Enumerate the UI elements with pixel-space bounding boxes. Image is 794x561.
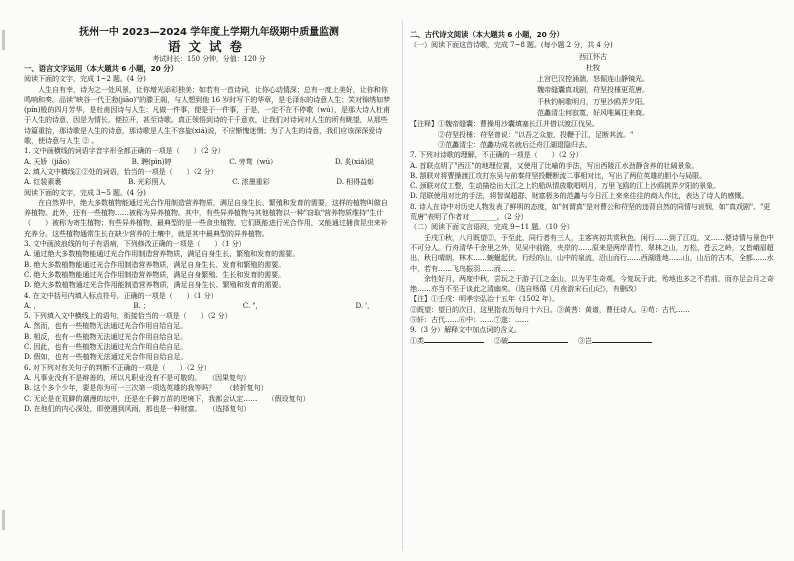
text-line: ③范蠡清尘：范蠡功成名就后泛舟江湖退隐归去。 xyxy=(410,139,592,149)
exam-title: 抚州一中 2023—2024 学年度上学期九年级期中质量监测 xyxy=(79,27,339,38)
option-row xyxy=(24,157,394,167)
text-line: A. 然而，也有一些植物无法通过光合作用自给自足。 xyxy=(24,321,188,331)
question-stem: 6. 对下列对有关句子的判断不正确的一项是（ ）（2 分） xyxy=(24,362,211,372)
right-body xyxy=(410,30,776,346)
option-row xyxy=(24,177,394,187)
text-line: A. 凡事业没有不是辩善的，所以凡职业没有不是可敬的。 （因果复句） xyxy=(24,372,251,382)
blank-row xyxy=(410,336,776,346)
text-line: C. 因此，也有一些植物无法通过光合作用自给自足。 xyxy=(24,342,188,352)
passage-paragraph: 余性好月，两度中秋，尝玩之于游子江之金山，以为平生奇观。今复玩于此，殆地也多之不若前，而亦足会月之奇绝……亦当不至于谈此之清幽矣。（选自杨循《月夜游宋石山记》，有删改） xyxy=(410,273,774,294)
answer-option: A. 天娇（jiǎo） xyxy=(24,156,74,166)
exam-meta: 考试时长：150 分钟，分值：120 分 xyxy=(152,55,266,63)
answer-option: D. '， xyxy=(355,300,374,310)
text-line: A. 首联点明了"西江"的地理位置，又使用了比喻的手法，写出西陵江水劲静含养的壮阔景象。 xyxy=(410,160,699,170)
answer-line[interactable] xyxy=(508,336,568,343)
poem-line: 千秋钓舸歌明月，万里沙鸥弄夕阳。 xyxy=(537,96,649,106)
poem-line: 魏帝缝囊真戏剧，苻坚投棰更荒唐。 xyxy=(537,85,649,95)
question-stem: 9.（3 分）解释文中加点词的含义。 xyxy=(410,325,522,335)
text-line: ⑤轩：古代……⑥中：……⑦逖：…… xyxy=(410,315,529,325)
option-row xyxy=(24,301,394,311)
text-line: A. 通过绝大多数植物能通过光合作用制造营养物质，满足自身生长、繁殖和发育的需要。 xyxy=(24,249,300,259)
answer-option: B. ； xyxy=(133,300,150,310)
section-heading: 一、语言文字运用（本大题共 6 小题，20 分） xyxy=(24,64,178,73)
passage-paragraph: 壬戌①秋，八月既望②，予至此，同行者有三人，主客宾初共赏秋色，闲行……到了江边，又……便诗情与景色中不可分人。行舟清华千余里之外，见吴中前路，夹岸的……原来是两岸青竹，翠林之山，万松、苍云之岭，又皆峨眉超出，秋日晴朗，林木……蜿蜒起伏。行经的山，山中的泉流，沿山而行……西湖胜地……山，山后的古木，全都……水中，若有……飞鸟振羽……而…… xyxy=(410,232,774,273)
question-stem: 2. 填入文中横线①②处的词语，恰当的一项是（ ）（2 分） xyxy=(24,166,218,176)
text-line: 阅读下面的文字，完成 1~2 题。(4 分) xyxy=(24,74,146,84)
answer-option: C. 浓墨重彩 xyxy=(232,177,270,187)
right-column xyxy=(410,30,776,558)
answer-option: D. 炙(xiá)说 xyxy=(334,156,374,166)
subject-title: 语文试卷 xyxy=(167,39,250,54)
text-line: 【注释】①魏帝缝囊：曹操用沙囊填塞长江并借以渡江伐吴。 xyxy=(410,119,599,129)
question-stem: 1. 文中画横线的词语字音字形全都正确的一项是（ ）（2 分） xyxy=(24,146,225,156)
passage-paragraph: 在自然界中，绝大多数植物能通过光合作用制造营养物质，满足自身生长、繁殖和发育的需要，这样的植物叫做自养植物。此外，还有一些植物……被称为异养植物。其中，有些异养植物与其他植物以一种"窃取"营养物质维持"生计（ ）被称为寄生植物；有些异养植物，最典型的是一些食虫植物，它们既能进行光合作用，又能通过捕食昆虫来补充养分。这些植物通常生长在缺少营养的土壤中，就是其中最典型的异养植物。 xyxy=(24,197,388,238)
question-stem: 3. 文中画波浪线的句子有语病，下列修改正确的一项是（ ）（1 分） xyxy=(24,239,246,249)
poem-title: 西江怀古 xyxy=(579,51,607,61)
blank-label: ③岂 xyxy=(578,335,592,345)
poem-author: 杜牧 xyxy=(586,62,600,72)
text-line: 【注】①壬戌：明孝宗弘治十五年（1502 年）。 xyxy=(410,294,560,304)
text-line: C. 颈联对仗工整，生动描绘出大江之上钓船纵情放歌唱明月，万里飞鸥的江上沙鸥挑弄夕阳的景象。 xyxy=(410,181,721,191)
text-line: ②既望：望日的次日，这里指农历每月十六日。③黄菩：黄谱，曹任诗人。④苟：古代…… xyxy=(410,304,690,314)
left-column xyxy=(24,26,394,554)
text-line: C. 绝大多数植物能通过光合作用制造营养物质，满足自身繁殖、生长和发育的需要。 xyxy=(24,269,286,279)
answer-option: A. 红装素裹 xyxy=(24,177,62,187)
answer-option: B. 光彩照人 xyxy=(128,177,166,187)
fill-blank[interactable] xyxy=(578,336,652,346)
section-heading: 二、古代诗文阅读（本大题共 6 小题，20 分） xyxy=(410,30,564,39)
left-body xyxy=(24,64,394,414)
text-line: B. 绝大多数植物能通过光合作用制造营养物质，满足自身生长、发育和繁殖的需要。 xyxy=(24,259,286,269)
text-line: D. 尾联使用对比的手法，将智谋超群、财富极多的范蠡与今日江上来来往往的商人作比，表达了诗人的感慨。 xyxy=(410,191,749,201)
text-line: B. 颔联对将曹操渡江攻打东吴与前秦苻坚投鞭断流二事相对比，写出了两位英雄的胆小与局限。 xyxy=(410,170,707,180)
scan-mark xyxy=(2,30,5,50)
text-line: D. 在他们的内心深处，即使遇到风雨，那也是一种财富。 （选择复句） xyxy=(24,403,251,413)
poem-line: 上宫巴汉控涌湍，怒倔连山静镜光。 xyxy=(537,74,649,84)
text-line: ②苻坚投棰：苻坚曾说："以吾之众旅，投鞭于江，足断其流。" xyxy=(410,129,634,139)
text-line: D. 绝大多数植物通过光合作用能制造营养物质，满足自身生长、繁殖和发育的需要。 xyxy=(24,280,286,290)
answer-line[interactable] xyxy=(592,336,652,343)
text-line: D. 假如，也有一些植物无法通过光合作用自给自足。 xyxy=(24,352,188,362)
text-line: （二）阅读下面文言语段，完成 9~11 题。（10 分） xyxy=(410,222,574,232)
answer-option: D. 相得益彰 xyxy=(336,177,374,187)
text-line: B. 相反，也有一些植物无法通过光合作用自给自足。 xyxy=(24,331,188,341)
text-line: B. 这个多个少年，要是你为可一三次第一项选英雄的我等吗？ （转折复句） xyxy=(24,383,268,393)
blank-label: ①类 xyxy=(410,335,424,345)
answer-option: C. 旁骛（wù） xyxy=(229,156,278,166)
fill-blank[interactable] xyxy=(410,336,484,346)
question-stem: 4. 在文中括号内填入标点符号，正确的一项是（ ）（1 分） xyxy=(24,290,218,300)
column-divider xyxy=(402,20,403,550)
answer-option: C. "， xyxy=(242,300,263,310)
question-stem: 8. 诗人在诗中对历史人物发表了鲜明的态度，如"何谓真"是对曹公和苻坚的违背自然的同情与哀悯，如"真戏剧"、"更荒唐"表明了作者对________。（2 分） xyxy=(410,201,771,222)
question-stem: 7. 下列对诗歌的理解，不正确的一项是（ ）（2 分） xyxy=(410,150,583,160)
scan-mark xyxy=(2,510,5,530)
poem-line: 范蠡清尘何寂寞，好风唯属往来商。 xyxy=(537,108,649,118)
answer-line[interactable] xyxy=(424,336,484,343)
text-line: C. 无论是在荒僻的潮漫的坛中，还是在千僻万苗的逆境下，我都会认定…… （假设复句） xyxy=(24,393,310,403)
fill-blank[interactable] xyxy=(494,336,568,346)
passage-paragraph: 人生自有幸，诗为之一处风景，让你增光添彩独美；如若有一首诗词，让你心动情深；总有一度上美好，让你和你鸣响和奏。品读"峡谷一代王勃(jiāo)"的滕王阁，与人想到他 16 岁时写下的华章，是毛泽东的诗意人生；笑对锦绣如梦(pín)般的四月芳华，是杜甫因诗与人生：凡做一件事，便是于一件事，于是，一定不在不停歌（wú），是那大诗人杜甫于人生的诗意，因是为情长，便拉开，甚至诗歌。真正领悟到诗的千千意欢，让我们对诗词对人生的所有眺望，从那些诗篇重拾，那诗歌是人生的诗意，那诗歌是人生不容旋(xiá)说，不应惭愧迷惘；为了人生的诗意，我们应该深深爱诗歌，使诗意与人生 ② 。 xyxy=(24,84,391,146)
answer-option: A. ， xyxy=(24,300,41,310)
text-line: （一）阅读下面这首诗歌，完成 7~8 题。(每小题 2 分，共 4 分) xyxy=(410,40,613,50)
answer-option: B. 聘(pìn)婷 xyxy=(131,156,172,166)
text-line: 阅读下面的文字，完成 3~5 题。(4 分) xyxy=(24,187,146,197)
blank-label: ②破 xyxy=(494,335,508,345)
question-stem: 5. 下列填入文中横线上的语句，衔接恰当的一项是（ ）（2 分） xyxy=(24,311,232,321)
